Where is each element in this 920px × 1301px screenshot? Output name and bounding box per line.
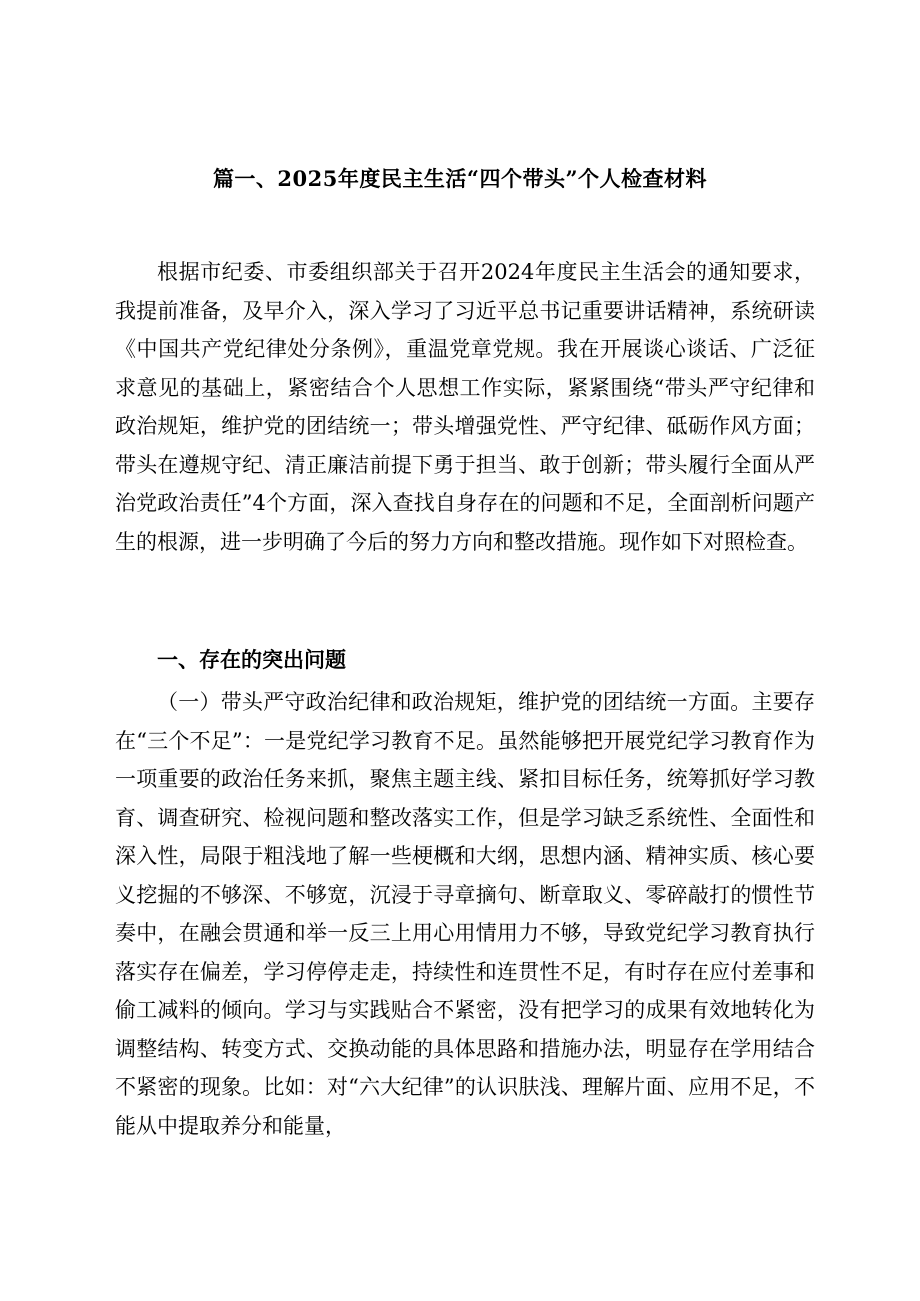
section-heading: 一、存在的突出问题 [157,647,346,672]
body-paragraph: （一）带头严守政治纪律和政治规矩，维护党的团结统一方面。主要存在“三个不足”：一是党纪学习教育不足。虽然能够把开展党纪学习教育作为一项重要的政治任务来抓，聚焦主题主线、紧扣目标任务，统筹抓好学习教育、调查研究、检视问题和整改落实工作，但是学习缺乏系统性、全面性和深入性，局限于粗浅地了解一些梗概和大纲，思想内涵、精神实质、核心要义挖掘的不够深、不够宽，沉浸于寻章摘句、断章取义、零碎敲打的惯性节奏中，在融会贯通和举一反三上用心用情用力不够，导致党纪学习教育执行落实存在偏差，学习停停走走，持续性和连贯性不足，有时存在应付差事和偷工减料的倾向。学习与实践贴合不紧密，没有把学习的成果有效地转化为调整结构、转变方式、交换动能的具体思路和措施办法，明显存在学用结合不紧密的现象。比如：对“六大纪律”的认识肤浅、理解片面、应用不足，不能从中提取养分和能量， [115,690,815,1138]
document-title: 篇一、2025年度民主生活“四个带头”个人检查材料 [212,166,708,191]
intro-paragraph: 根据市纪委、市委组织部关于召开2024年度民主生活会的通知要求，我提前准备，及早介入，深入学习了习近平总书记重要讲话精神，系统研读《中国共产党纪律处分条例》，重温党章党规。我在开展谈心谈话、广泛征求意见的基础上，紧密结合个人思想工作实际，紧紧围绕“带头严守纪律和政治规矩，维护党的团结统一；带头增强党性、严守纪律、砥砺作风方面；带头在遵规守纪、清正廉洁前提下勇于担当、敢于创新；带头履行全面从严治党政治责任”4个方面，深入查找自身存在的问题和不足，全面剖析问题产生的根源，进一步明确了今后的努力方向和整改措施。现作如下对照检查。 [115,260,815,554]
